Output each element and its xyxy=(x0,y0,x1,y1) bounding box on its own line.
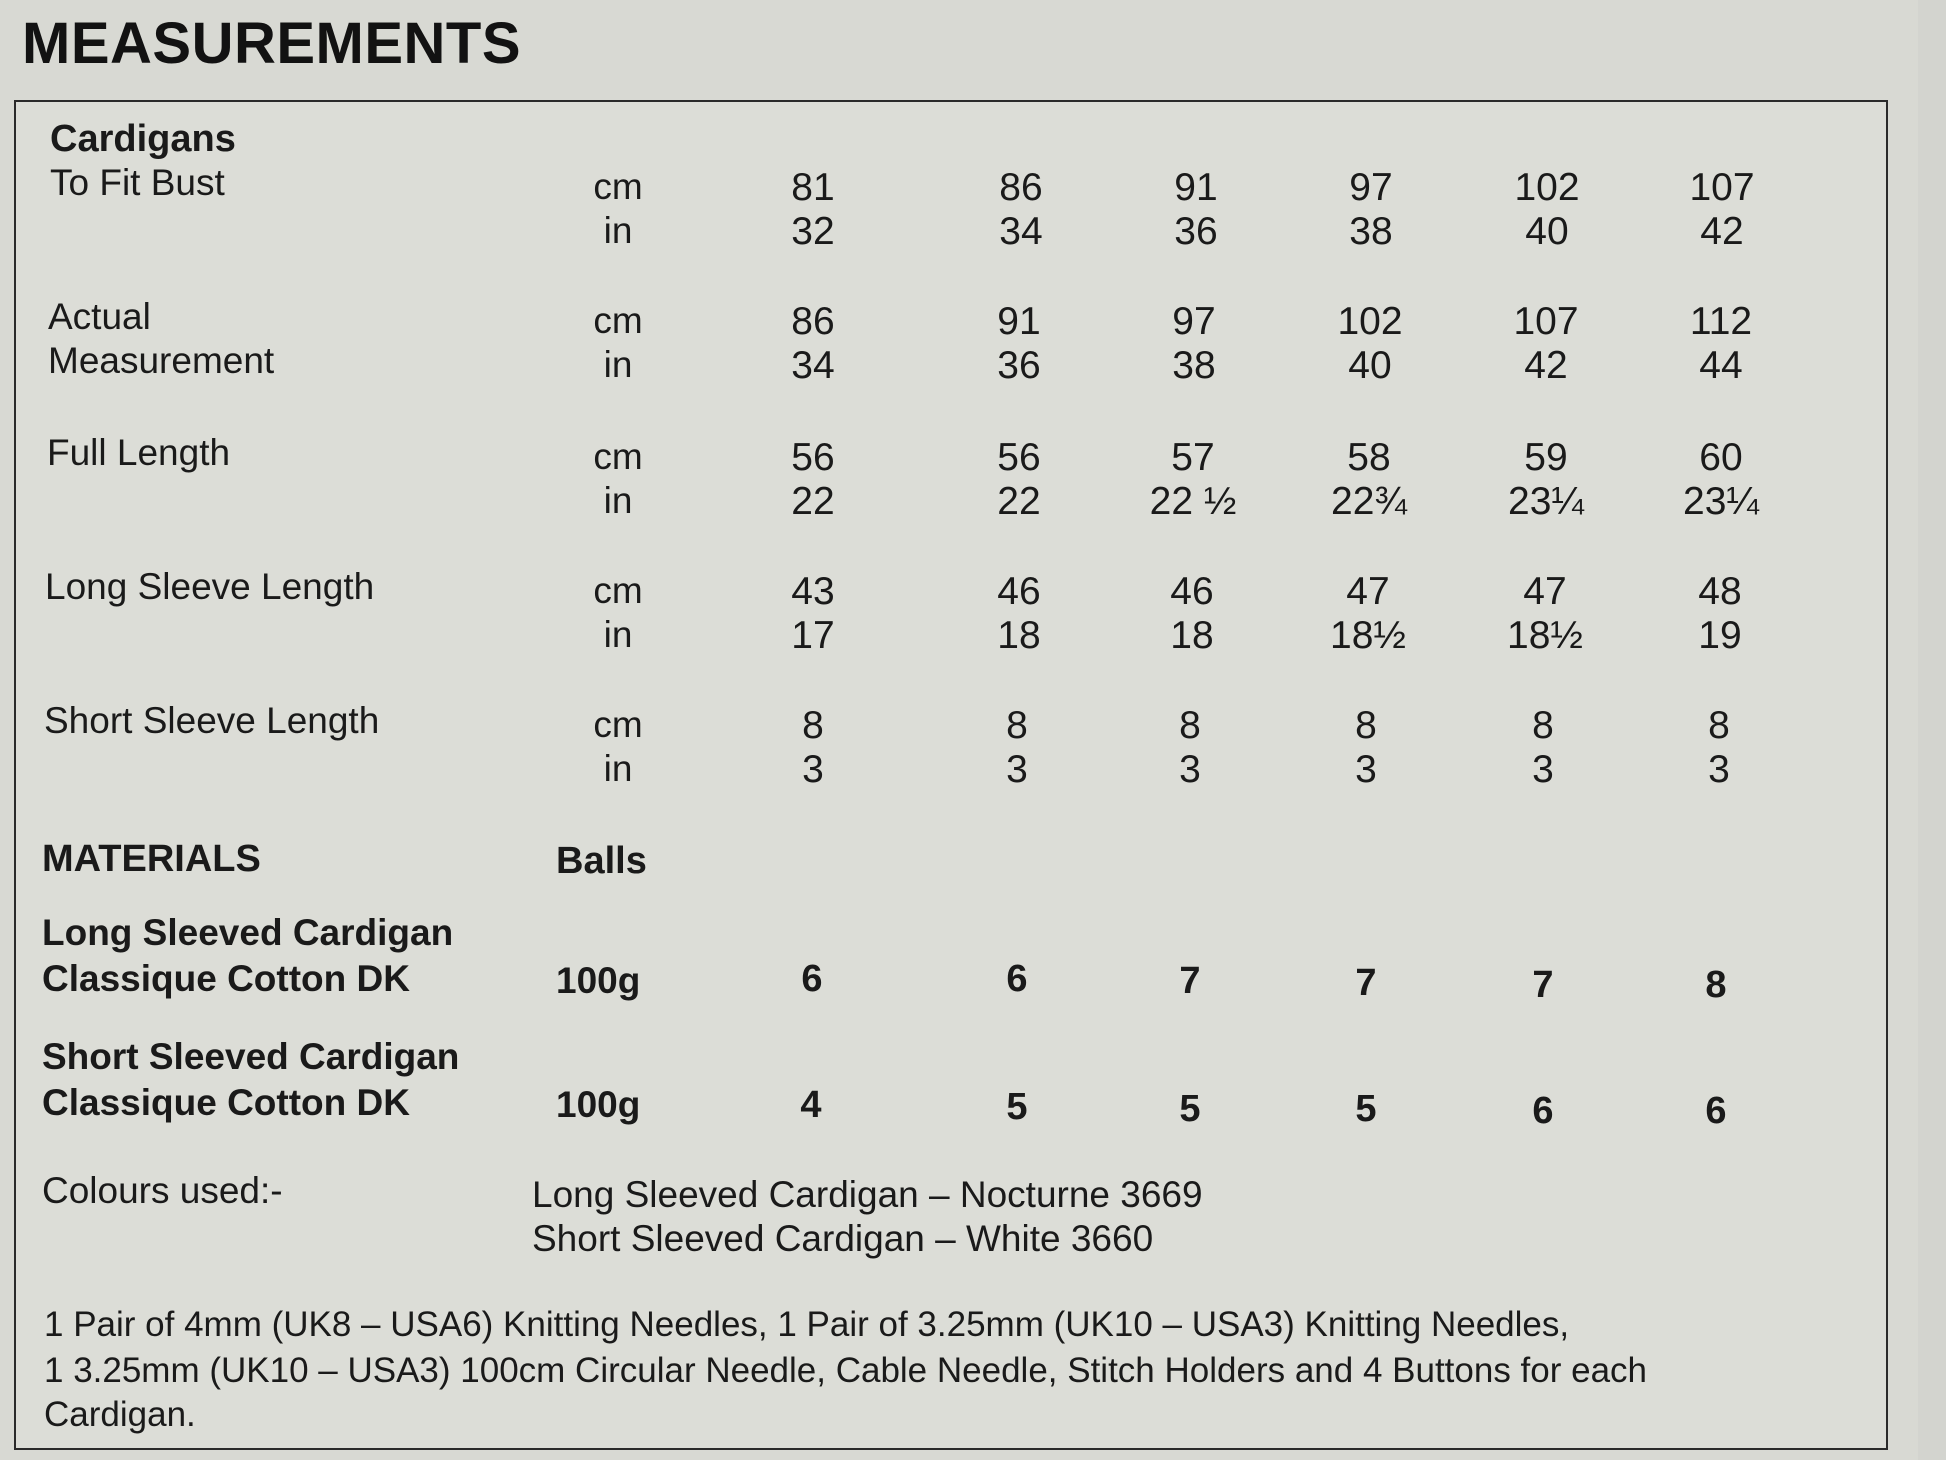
row-label-actual-2: Measurement xyxy=(48,340,275,381)
balls-long-4: 7 xyxy=(1355,962,1377,1004)
cell-actual-cm-4: 102 xyxy=(1337,300,1403,343)
cell-long-in-1: 17 xyxy=(791,614,835,657)
cell-long-in-2: 18 xyxy=(997,614,1041,657)
unit-in: in xyxy=(603,210,633,251)
cell-actual-cm-6: 112 xyxy=(1689,300,1753,343)
materials-title: MATERIALS xyxy=(42,838,261,880)
cell-bust-in-6: 42 xyxy=(1700,210,1744,253)
cell-bust-cm-5: 102 xyxy=(1514,166,1580,209)
row-label-full-length: Full Length xyxy=(47,432,231,473)
colour-long: Long Sleeved Cardigan – Nocturne 3669 xyxy=(532,1174,1203,1215)
cell-short-cm-6: 8 xyxy=(1708,704,1730,747)
unit-cm: cm xyxy=(593,436,643,477)
balls-long-1: 6 xyxy=(801,958,823,1000)
cell-long-in-5: 18½ xyxy=(1507,614,1583,657)
cell-bust-cm-2: 86 xyxy=(999,166,1043,209)
cell-long-in-4: 18½ xyxy=(1330,614,1406,657)
cell-length-in-5: 23¼ xyxy=(1508,480,1584,523)
balls-short-1: 4 xyxy=(800,1084,822,1126)
cell-length-cm-4: 58 xyxy=(1347,436,1391,479)
cell-long-in-6: 19 xyxy=(1698,614,1742,657)
cell-actual-cm-5: 107 xyxy=(1513,300,1579,343)
measurements-frame xyxy=(14,100,1888,1450)
cell-short-in-4: 3 xyxy=(1355,748,1377,791)
cell-length-in-2: 22 xyxy=(997,480,1041,523)
cell-short-cm-1: 8 xyxy=(802,704,824,747)
cell-short-in-1: 3 xyxy=(802,748,824,791)
cell-length-cm-6: 60 xyxy=(1699,436,1743,479)
cell-actual-cm-3: 97 xyxy=(1172,300,1216,343)
cell-actual-in-3: 38 xyxy=(1172,344,1216,387)
unit-in: in xyxy=(603,480,633,521)
cell-bust-cm-4: 97 xyxy=(1349,166,1393,209)
row-label-bust: To Fit Bust xyxy=(50,162,225,203)
row-label-long-sleeve: Long Sleeve Length xyxy=(45,566,375,607)
cell-length-cm-3: 57 xyxy=(1171,436,1215,479)
cell-actual-in-4: 40 xyxy=(1348,344,1392,387)
unit-in: in xyxy=(603,748,633,789)
balls-long-5: 7 xyxy=(1532,964,1554,1006)
balls-short-5: 6 xyxy=(1532,1090,1554,1132)
material-name-long-1: Long Sleeved Cardigan xyxy=(42,912,454,953)
cell-long-cm-3: 46 xyxy=(1170,570,1214,613)
cell-length-in-4: 22¾ xyxy=(1331,480,1407,523)
balls-short-2: 5 xyxy=(1006,1086,1028,1128)
cell-short-in-5: 3 xyxy=(1532,748,1554,791)
material-name-long-2: Classique Cotton DK xyxy=(42,958,410,999)
cell-short-cm-4: 8 xyxy=(1355,704,1377,747)
balls-short-4: 5 xyxy=(1355,1088,1377,1130)
cell-bust-in-3: 36 xyxy=(1174,210,1218,253)
cell-short-cm-3: 8 xyxy=(1179,704,1201,747)
row-label-short-sleeve: Short Sleeve Length xyxy=(44,700,380,741)
unit-cm: cm xyxy=(593,300,643,341)
balls-short-3: 5 xyxy=(1179,1088,1201,1130)
cell-actual-in-2: 36 xyxy=(997,344,1041,387)
cell-bust-in-5: 40 xyxy=(1525,210,1569,253)
cell-short-cm-2: 8 xyxy=(1006,704,1028,747)
cell-bust-in-1: 32 xyxy=(791,210,835,253)
cell-length-cm-2: 56 xyxy=(997,436,1041,479)
cell-length-in-6: 23¼ xyxy=(1683,480,1759,523)
cell-bust-cm-1: 81 xyxy=(791,166,835,209)
needles-note-2: 1 3.25mm (UK10 – USA3) 100cm Circular Needle, Cable Needle, Stitch Holders and 4 Buttons for each xyxy=(44,1351,1648,1390)
material-weight-short: 100g xyxy=(556,1084,641,1125)
page-edge xyxy=(1918,0,1946,1460)
cell-bust-in-4: 38 xyxy=(1349,210,1393,253)
cell-short-in-2: 3 xyxy=(1006,748,1028,791)
colour-short: Short Sleeved Cardigan – White 3660 xyxy=(532,1218,1154,1259)
cell-length-cm-5: 59 xyxy=(1524,436,1568,479)
balls-header: Balls xyxy=(556,840,647,882)
cell-actual-in-1: 34 xyxy=(791,344,835,387)
material-name-short-2: Classique Cotton DK xyxy=(42,1082,410,1123)
cell-short-in-6: 3 xyxy=(1708,748,1730,791)
needles-note-3: Cardigan. xyxy=(44,1395,196,1434)
balls-long-3: 7 xyxy=(1179,960,1201,1002)
row-label-actual-1: Actual xyxy=(48,296,151,337)
balls-long-6: 8 xyxy=(1705,964,1727,1006)
cell-long-cm-1: 43 xyxy=(791,570,835,613)
cell-long-in-3: 18 xyxy=(1170,614,1214,657)
unit-in: in xyxy=(603,344,633,385)
cell-bust-cm-6: 107 xyxy=(1689,166,1755,209)
material-name-short-1: Short Sleeved Cardigan xyxy=(42,1036,460,1077)
unit-cm: cm xyxy=(593,704,643,745)
cell-long-cm-5: 47 xyxy=(1523,570,1567,613)
cell-long-cm-2: 46 xyxy=(997,570,1041,613)
section-title: Cardigans xyxy=(50,118,236,160)
cell-long-cm-4: 47 xyxy=(1346,570,1390,613)
balls-short-6: 6 xyxy=(1705,1090,1727,1132)
needles-note-1: 1 Pair of 4mm (UK8 – USA6) Knitting Needles, 1 Pair of 3.25mm (UK10 – USA3) Knitting Needles, xyxy=(44,1305,1570,1344)
cell-actual-cm-2: 91 xyxy=(997,300,1041,343)
cell-length-in-1: 22 xyxy=(791,480,835,523)
cell-long-cm-6: 48 xyxy=(1698,570,1742,613)
cell-short-in-3: 3 xyxy=(1179,748,1201,791)
page-title: MEASUREMENTS xyxy=(22,11,522,76)
cell-length-cm-1: 56 xyxy=(791,436,835,479)
balls-long-2: 6 xyxy=(1006,958,1028,1000)
unit-in: in xyxy=(603,614,633,655)
cell-actual-in-5: 42 xyxy=(1524,344,1568,387)
cell-actual-in-6: 44 xyxy=(1699,344,1743,387)
cell-bust-in-2: 34 xyxy=(999,210,1043,253)
cell-bust-cm-3: 91 xyxy=(1174,166,1218,209)
unit-cm: cm xyxy=(593,166,643,207)
colours-label: Colours used:- xyxy=(42,1170,283,1211)
cell-actual-cm-1: 86 xyxy=(791,300,835,343)
cell-length-in-3: 22 ½ xyxy=(1149,480,1237,523)
cell-short-cm-5: 8 xyxy=(1532,704,1554,747)
material-weight-long: 100g xyxy=(556,960,641,1001)
unit-cm: cm xyxy=(593,570,643,611)
